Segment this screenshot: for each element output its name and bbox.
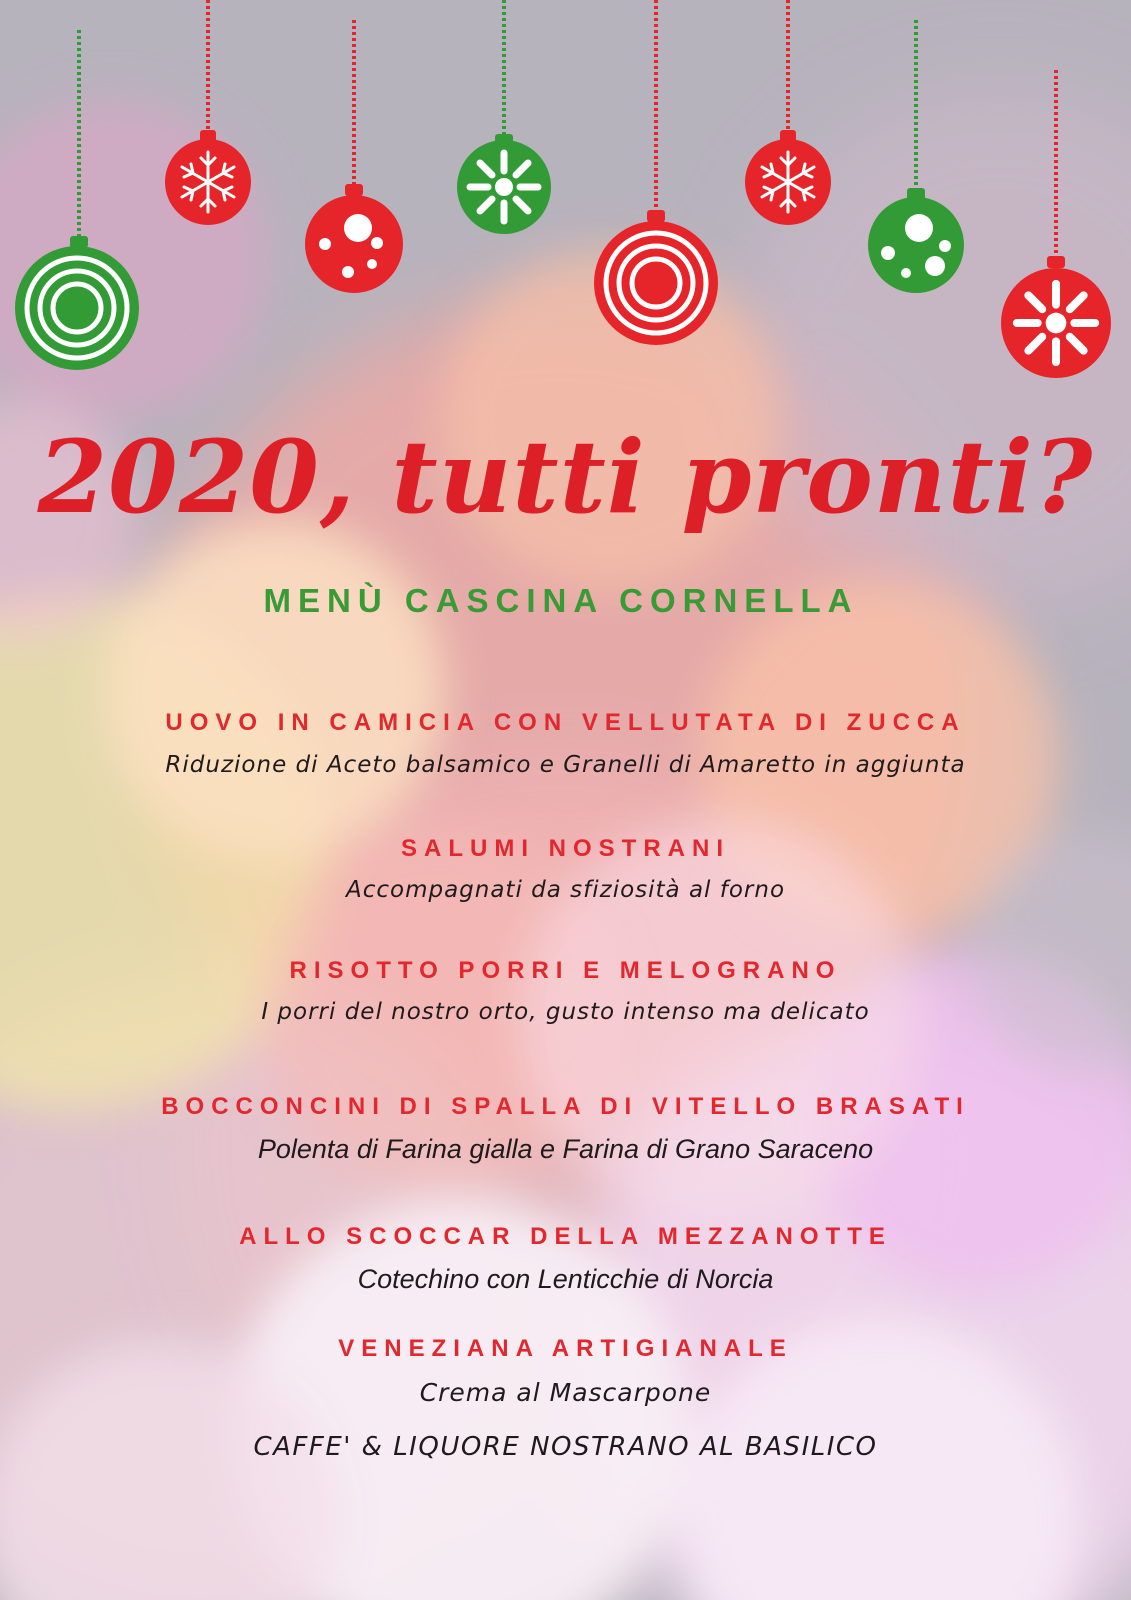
- green-rings-ornament-icon: [15, 30, 139, 370]
- menu-item-description: Crema al Mascarpone: [419, 1378, 712, 1407]
- red-snowflake-ornament-icon: [745, 0, 831, 225]
- green-dots-ornament-icon: [868, 20, 964, 293]
- menu-item-description: Accompagnati da sfiziosità al forno: [345, 877, 786, 903]
- menu-item-description: I porri del nostro orto, gusto intenso ma delicato: [261, 999, 870, 1025]
- menu-item-title: RISOTTO PORRI E MELOGRANO: [289, 957, 842, 984]
- menu-item-title: SALUMI NOSTRANI: [401, 835, 730, 862]
- red-starburst-ornament-icon: [1001, 70, 1111, 378]
- menu-item-title: UOVO IN CAMICIA CON VELLUTATA DI ZUCCA: [165, 709, 966, 736]
- closing-line: CAFFE' & LIQUORE NOSTRANO AL BASILICO: [253, 1432, 878, 1462]
- page-title: 2020, tutti pronti?: [37, 418, 1094, 536]
- menu-subtitle: MENÙ CASCINA CORNELLA: [263, 582, 859, 619]
- red-dots-ornament-icon: [305, 20, 403, 293]
- menu-item-title: ALLO SCOCCAR DELLA MEZZANOTTE: [239, 1223, 892, 1250]
- menu-item-description: Riduzione di Aceto balsamico e Granelli di Amaretto in aggiunta: [165, 752, 966, 778]
- red-snowflake-ornament-icon: [165, 0, 251, 225]
- menu-item-description: Polenta di Farina gialla e Farina di Grano Saraceno: [257, 1134, 874, 1164]
- menu-item-description: Cotechino con Lenticchie di Norcia: [357, 1264, 774, 1294]
- menu-item-title: VENEZIANA ARTIGIANALE: [338, 1335, 793, 1362]
- menu-item-title: BOCCONCINI DI SPALLA DI VITELLO BRASATI: [161, 1093, 970, 1120]
- red-rings-ornament-icon: [594, 0, 718, 345]
- green-starburst-ornament-icon: [457, 0, 551, 234]
- ornaments-garland: [0, 0, 1131, 400]
